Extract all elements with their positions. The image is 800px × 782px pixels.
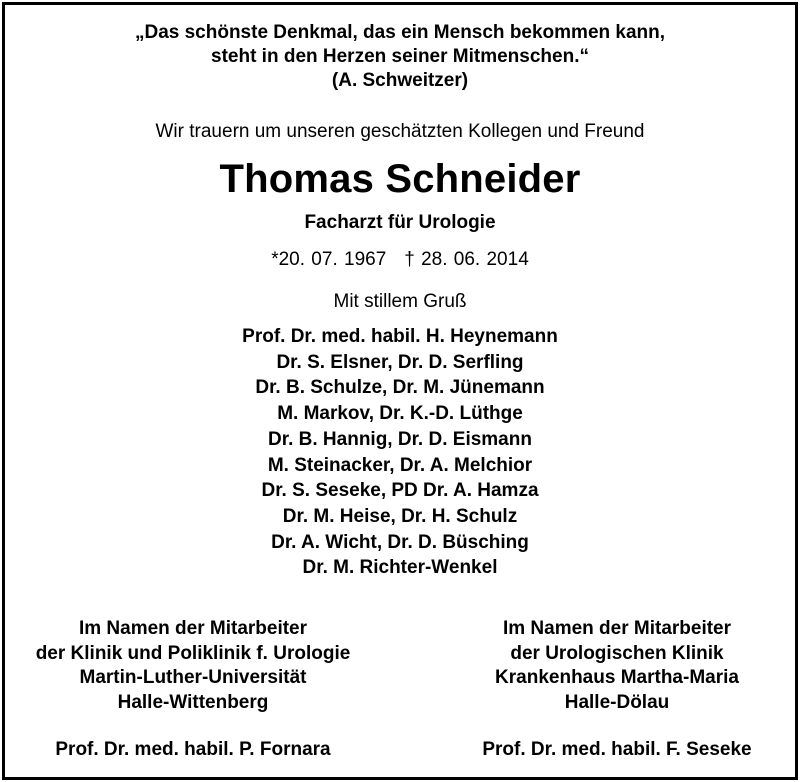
life-dates: [5, 248, 795, 272]
signer-line: Dr. S. Seseke, PD Dr. A. Hamza: [261, 480, 539, 502]
death-date: † 28. 06. 2014: [404, 249, 529, 270]
quote-attribution: (A. Schweitzer): [331, 70, 469, 91]
intro-text: Wir trauern um unseren geschätzten Kollegen und Freund: [155, 121, 645, 142]
left-institution-block: [13, 617, 373, 715]
institution-line: Im Namen der Mitarbeiter: [502, 618, 732, 639]
birth-date: *20. 07. 1967: [271, 249, 387, 270]
quote-block: [5, 21, 795, 93]
institution-line: der Klinik und Poliklinik f. Urologie: [35, 642, 351, 664]
institution-line: Krankenhaus Martha-Maria: [495, 667, 739, 688]
signer-line: Dr. A. Wicht, Dr. D. Büsching: [271, 531, 529, 553]
greeting-text: Mit stillem Gruß: [333, 291, 467, 312]
signers-list: [5, 324, 795, 581]
right-signature: Prof. Dr. med. habil. F. Seseke: [482, 739, 752, 760]
signer-line: Dr. S. Elsner, Dr. D. Serfling: [276, 351, 524, 373]
deceased-name: Thomas Schneider: [219, 157, 581, 201]
signer-line: M. Steinacker, Dr. A. Melchior: [267, 454, 533, 476]
quote-line: „Das schönste Denkmal, das ein Mensch bekommen kann,: [134, 22, 666, 43]
signer-line: Dr. B. Schulze, Dr. M. Jünemann: [255, 377, 545, 399]
right-institution-block: [437, 617, 797, 715]
signer-line: M. Markov, Dr. K.-D. Lüthge: [277, 403, 523, 425]
obituary-notice: [2, 2, 798, 780]
institution-line: Halle-Dölau: [564, 691, 670, 713]
left-signature: Prof. Dr. med. habil. P. Fornara: [55, 739, 331, 760]
deceased-profession: Facharzt für Urologie: [304, 212, 496, 233]
signer-line: Dr. M. Heise, Dr. H. Schulz: [282, 505, 518, 527]
institution-line: Martin-Luther-Universität: [79, 667, 307, 688]
signer-line: Prof. Dr. med. habil. H. Heynemann: [242, 326, 558, 347]
institution-line: Halle-Wittenberg: [117, 691, 269, 713]
signer-line: Dr. B. Hannig, Dr. D. Eismann: [268, 428, 532, 450]
institution-line: der Urologischen Klinik: [510, 642, 724, 664]
quote-line: steht in den Herzen seiner Mitmenschen.“: [211, 46, 589, 67]
signer-line: Dr. M. Richter-Wenkel: [302, 557, 498, 579]
institution-line: Im Namen der Mitarbeiter: [78, 618, 308, 639]
